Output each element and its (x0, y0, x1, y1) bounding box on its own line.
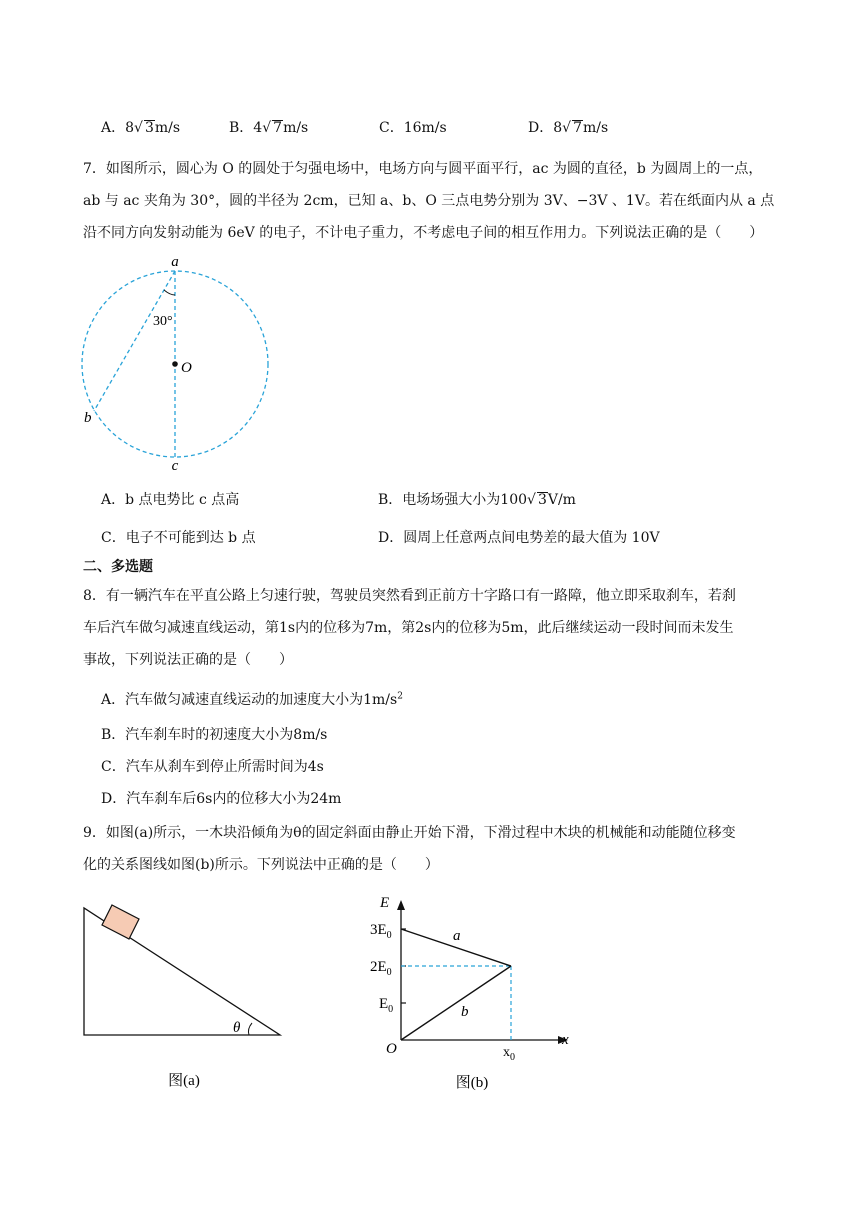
theta-arc (248, 1023, 252, 1035)
q7-option-d: D．圆周上任意两点间电势差的最大值为 10V (378, 530, 660, 546)
wooden-block (102, 905, 139, 939)
q7-stem-line-1: 7．如图所示，圆心为 O 的圆处于匀强电场中，电场方向与圆平面平行，ac 为圆的直径，b 为圆周上的一点， (83, 161, 763, 177)
q9-stem-line-1: 9．如图(a)所示，一木块沿倾角为θ的固定斜面由静止开始下滑，下滑过程中木块的机械能和动能随位移变 (83, 825, 736, 841)
q6-option-a: A．8√ 3m/s (101, 120, 181, 136)
q7-option-b: B．电场场强大小为100√ 3V/m (378, 492, 576, 508)
q8-option-c: C．汽车从刹车到停止所需时间为4s (101, 759, 324, 775)
q9-stem-line-2: 化的关系图线如图(b)所示。下列说法中正确的是（ ） (83, 857, 439, 873)
q7-circle-figure (76, 250, 281, 474)
q8-option-d: D．汽车刹车后6s内的位移大小为24m (101, 791, 342, 807)
y-axis-label: E (380, 895, 390, 911)
q9-figure-b (360, 890, 585, 1095)
angle-arc (164, 290, 175, 295)
q6-option-b: B．4√ 7m/s (229, 120, 309, 136)
q6-option-d: D．8√ 7m/s (528, 120, 609, 136)
line-a-label: a (453, 928, 461, 944)
q8-option-a: A．汽车做匀减速直线运动的加速度大小为$1m/s^2$ (101, 691, 403, 708)
section-heading: 二、多选题 (83, 559, 153, 575)
tick-3e0-label: $3E_0$ (370, 922, 392, 941)
origin-label: O (386, 1041, 397, 1057)
figure-b-caption: 图(b) (455, 1075, 489, 1091)
q7-option-a: A．b 点电势比 c 点高 (101, 492, 240, 508)
point-o-label: O (181, 360, 192, 376)
line-b (401, 966, 511, 1040)
theta-label: θ (233, 1020, 241, 1036)
q7-stem-line-3: 沿不同方向发射动能为 6eV 的电子，不计电子重力，不考虑电子间的相互作用力。下列说法正确的是（ ） (83, 225, 764, 241)
tick-e0-label: $E_0$ (379, 996, 394, 1015)
q8-stem-line-3: 事故，下列说法正确的是（ ） (83, 652, 293, 668)
q9-figure-a (76, 900, 291, 1095)
x0-label: $x_0$ (503, 1045, 515, 1063)
point-c-label: c (171, 458, 179, 474)
line-b-label: b (461, 1004, 469, 1020)
q8-stem-line-2: 车后汽车做匀减速直线运动，第1s内的位移为7m，第2s内的位移为5m，此后继续运动一段时间而未发生 (83, 620, 734, 636)
figure-a-caption: 图(a) (168, 1073, 200, 1089)
tick-2e0-label: $2E_0$ (370, 959, 392, 978)
q7-option-c: C．电子不可能到达 b 点 (101, 530, 256, 546)
x-axis-label: x (562, 1032, 569, 1048)
q7-stem-line-2: ab 与 ac 夹角为 30°，圆的半径为 2cm，已知 a、b、O 三点电势分别为 3V、−3V 、1V。若在纸面内从 a 点 (83, 193, 775, 209)
angle-label: 30° (153, 314, 173, 329)
q8-option-b: B．汽车刹车时的初速度大小为8m/s (101, 727, 328, 743)
chord-ab (94, 271, 175, 411)
q6-option-c: C．16m/s (379, 120, 447, 136)
center-dot (172, 361, 178, 367)
point-a-label: a (171, 254, 179, 270)
point-b-label: b (84, 410, 92, 426)
q8-stem-line-1: 8．有一辆汽车在平直公路上匀速行驶，驾驶员突然看到正前方十字路口有一路障，他立即采取刹车，若刹 (83, 588, 736, 604)
y-axis-arrow (397, 900, 405, 910)
